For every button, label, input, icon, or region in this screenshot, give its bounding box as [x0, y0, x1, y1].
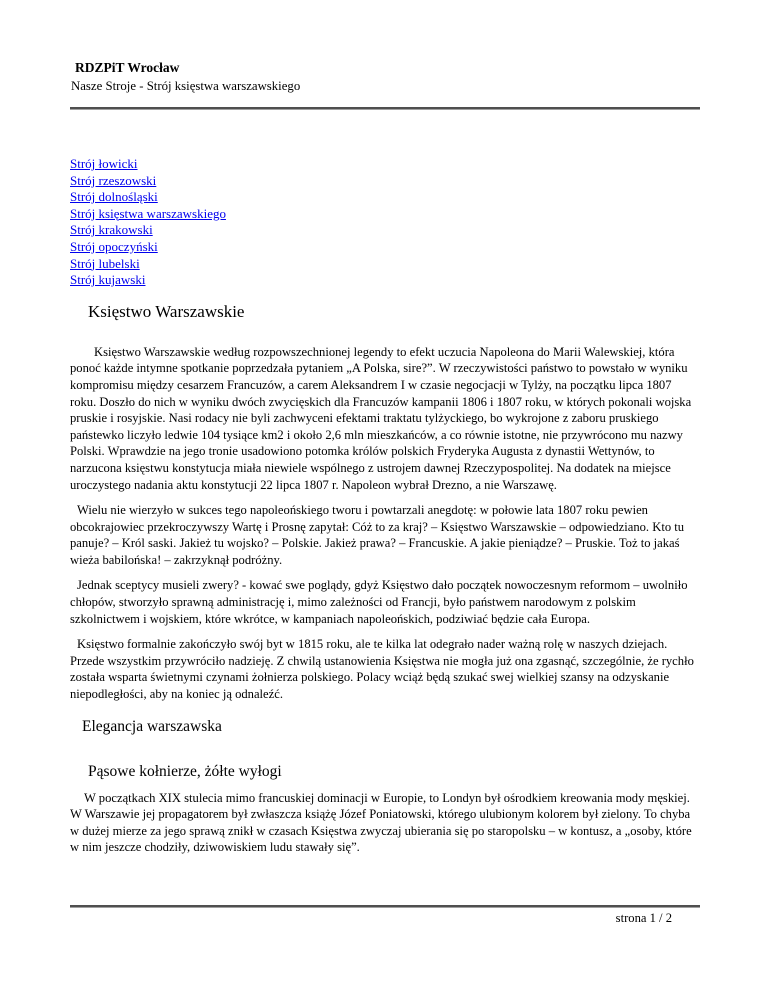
section-title-elegancja-warszawska: Elegancja warszawska — [82, 717, 222, 735]
nav-link-stroj-lowicki[interactable]: Strój łowicki — [70, 156, 138, 171]
paragraph-reforms: Jednak sceptycy musieli zwery? - kować swe poglądy, gdyż Księstwo dało początek nowoczesnym reformom – uwolniło chłopów, stworzyło sprawną administrację i, mimo zależności od Francji, było państwem narodowym z polskim szkolnictwem i wojskiem, które wkrótce, w kampaniach napoleońskich, podziwiać będzie cała Europa. — [70, 578, 688, 626]
header-divider — [70, 107, 700, 110]
paragraph-legacy: Księstwo formalnie zakończyło swój byt w 1815 roku, ale te kilka lat odegrało nader ważną rolę w naszych dziejach. Przede wszystkim przywróciło nadzieję. Z chwilą ustanowienia Księstwa nie mogła już ona zgasnąć, szczególnie, że rychło została wsparta świetnymi czynami żołnierza polskiego. Polacy wciąż będą szukać swej wielkiej szansy na odzyskanie niepodległości, aby na koniec ją odnaleźć. — [70, 637, 694, 702]
nav-link-stroj-rzeszowski[interactable]: Strój rzeszowski — [70, 172, 157, 188]
org-title: RDZPiT Wrocław — [75, 60, 180, 75]
paragraph-history-1: Księstwo Warszawskie według rozpowszechnionej legendy to efekt uczucia Napoleona do Marii Walewskiej, która ponoć każde intymne spotkanie poprzedzała pytaniem „A Polska, sire?”. W rzeczywistości państwo to powstało w wyniku kompromisu między cesarzem Francuzów, a carem Aleksandrem I w czasie negocjacji w Tylży, na początku lipca 1807 roku. Doszło do nich w wyniku dwóch zwycięskich dla Francuzów kampanii 1806 i 1807 roku, w których pokonali wojska pruskie i rosyjskie. Nasi rodacy nie byli zachwyceni efektami traktatu tylżyckiego, bo wykrojone z zaboru pruskiego państewko liczyło ledwie 104 tysiące km2 i około 2,6 mln mieszkańców, a co równie istotne, nie przywrócono mu nazwy Polski. Wprawdzie na jego tronie usadowiono potomka królów polskich Fryderyka Augusta z dynastii Wettynów, to narzucona księstwu konstytucja miała niewiele wspólnego z ustrojem dawnej Rzeczypospolitej. Na dodatek na miejsce uroczystego nadania aktu konstytucji 22 lipca 1807 r. Napoleon wybrał Drezno, a nie Warszawę. — [70, 344, 692, 492]
article-body — [70, 302, 700, 856]
subsection-title-pasowe-kolnierze: Pąsowe kołnierze, żółte wyłogi — [88, 762, 282, 780]
costume-links-nav — [70, 156, 700, 289]
nav-link-stroj-krakowski[interactable]: Strój krakowski — [70, 222, 153, 238]
page-header — [70, 60, 700, 94]
paragraph-anecdote: Wielu nie wierzyło w sukces tego napoleońskiego tworu i powtarzali anegdotę: w połowie lata 1807 roku pewien obcokrajowiec przekroczywszy Wartę i Prosnę zapytał: Cóż to za kraj? – Księstwo Warszawskie – odpowiedziano. Kto tu panuje? – Król saski. Jakież tu wojsko? – Polskie. Jakież prawa? – Francuskie. A jakie pieniądze? – Pruskie. Toż to jakaś wieża babilońska! – zakrzyknął podróżny. — [70, 503, 685, 567]
footer-divider — [70, 905, 700, 908]
page-footer — [70, 905, 700, 926]
nav-link-stroj-opoczynski[interactable]: Strój opoczyński — [70, 238, 158, 254]
nav-link-stroj-ksiestwa-warszawskiego[interactable]: Strój księstwa warszawskiego — [70, 205, 226, 221]
nav-link-stroj-dolnoslaski[interactable]: Strój dolnośląski — [70, 189, 158, 205]
section-title-ksiestwo-warszawskie: Księstwo Warszawskie — [88, 301, 245, 321]
doc-subtitle: Nasze Stroje - Strój księstwa warszawskiego — [71, 79, 301, 93]
page-number: strona 1 / 2 — [615, 911, 672, 925]
nav-link-stroj-kujawski[interactable]: Strój kujawski — [70, 272, 146, 288]
nav-link-stroj-lubelski[interactable]: Strój lubelski — [70, 255, 140, 271]
paragraph-fashion: W początkach XIX stulecia mimo francuskiej dominacji w Europie, to Londyn był ośrodkiem kreowania mody męskiej. W Warszawie jej propagatorem był zwłaszcza książę Józef Poniatowski, którego ulubionym kolorem był zielony. To chyba w dużej mierze za jego sprawą znikł w czasach Księstwa zwyczaj ubierania się po staropolsku – w kontusz, a „osoby, które w nim jeszcze chodziły, dziwowiskiem ludu stawały się”. — [70, 790, 692, 855]
